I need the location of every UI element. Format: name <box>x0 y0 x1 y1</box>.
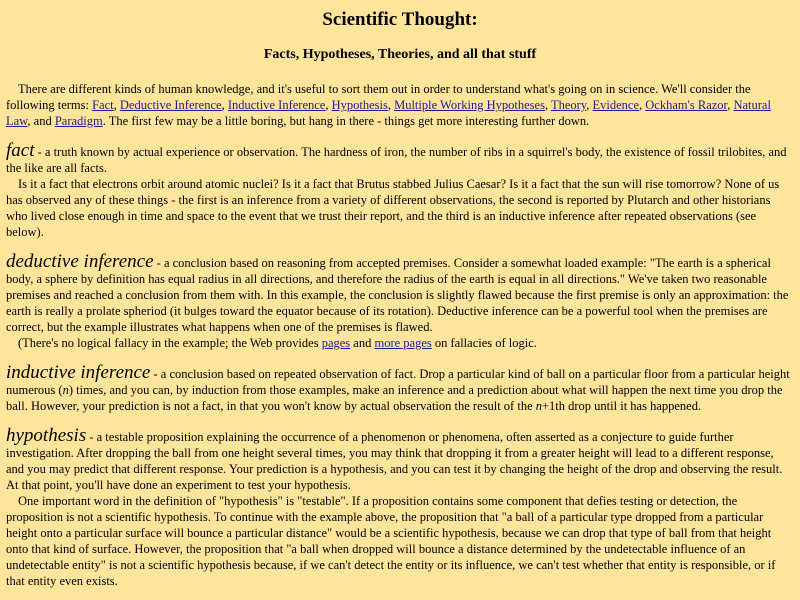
deductive-paragraph-2: (There's no logical fallacy in the example; the Web provides pages and more pages on fallacies of logic. <box>18 336 537 350</box>
term-fact: fact <box>6 140 35 161</box>
entry-deductive-inference <box>6 251 794 351</box>
term-deductive-inference: deductive inference <box>6 251 154 272</box>
deductive-definition: deductive inference - a conclusion based on reasoning from accepted premises. Consider a somewhat loaded example: "The earth is a spherical body, a sphere by definition has equal radius in all directions, and therefore the radius of the earth is equal in all directions." We've taken two reasonable premises and reached a conclusion from them with. In this example, the conclusion is slightly flawed because the first premise is only an approximation: the earth is really a prolate spheriod (it bulges toward the equator because of its rotation). Deductive inference can be a powerful tool when the premises are correct, but the example illustrates what happens when one of the premises is flawed. <box>6 251 789 334</box>
hypothesis-definition: hypothesis - a testable proposition explaining the occurrence of a phenomenon or phenomena, often asserted as a conjecture to guide further investigation. After dropping the ball from one height several times, you may think that dropping it from a greater height will lead to a different response, and you may predict that different response. Your prediction is a hypothesis, and you can test it by changing the height of the drop and observing the result. At that point, you'll have done an experiment to test your hypothesis. <box>6 425 783 492</box>
variable-n: n <box>62 383 69 397</box>
link-evidence[interactable]: Evidence <box>592 98 640 112</box>
link-deductive-inference[interactable]: Deductive Inference <box>119 98 222 112</box>
link-ockhams-razor[interactable]: Ockham's Razor <box>645 98 728 112</box>
term-inductive-inference: inductive inference <box>6 362 151 383</box>
link-paradigm[interactable]: Paradigm <box>54 114 103 128</box>
link-more-pages[interactable]: more pages <box>374 336 432 350</box>
link-theory[interactable]: Theory <box>550 98 587 112</box>
intro-paragraph: There are different kinds of human knowledge, and it's useful to sort them out in order to understand what's going on in science. We'll consider the following terms: Fact, Deductive Inference, Inductive Inference, Hypothesis, Multiple Working Hypotheses, Theory, Evidence, Ockham's Razor, Natural Law, and Paradigm. The first few may be a little boring, but hang in there - things get more interesting further down. <box>6 82 771 128</box>
hypothesis-paragraph-2: One important word in the definition of "hypothesis" is "testable". If a proposition contains some component that defies testing or detection, the proposition is not a scientific hypothesis. To continue with the example above, the proposition that "a ball of a particular type dropped from a particular height onto a particular surface will bounce a particular distance" would be a scientific hypothesis, because we can drop that type of ball from that height onto that kind of surface. However, the proposition that "a ball when dropped will bounce a distance determined by the undetectable influence of an undetectable entity" is not a scientific hypothesis because, if we can't detect the entity or its influence, we can't test whether that entity is responsible, or if that entity even exists. <box>6 494 776 588</box>
term-hypothesis: hypothesis <box>6 425 87 446</box>
link-natural-law[interactable]: Natural Law <box>6 98 771 128</box>
fact-paragraph-2: Is it a fact that electrons orbit around atomic nuclei? Is it a fact that Brutus stabbed Julius Caesar? Is it a fact that the sun will rise tomorrow? None of us has observed any of these things - the first is an inference from a variety of different observations, the second is reported by Plutarch and other historians who lived close enough in time and space to the event that we trust their report, and the third is an inductive inference after repeated observations (see below). <box>6 177 780 239</box>
page-subtitle: Facts, Hypotheses, Theories, and all that stuff <box>263 47 537 62</box>
fact-definition: fact - a truth known by actual experience or observation. The hardness of iron, the number of ribs in a squirrel's body, the existence of fossil trilobites, and the like are all facts. <box>6 140 787 175</box>
link-hypothesis[interactable]: Hypothesis <box>331 98 388 112</box>
page-title: Scientific Thought: <box>322 9 478 30</box>
inductive-definition: inductive inference - a conclusion based on repeated observation of fact. Drop a particular kind of ball on a particular floor from a particular height numerous (n) times, and you can, by induction from those examples, make an inference and a prediction about what will happen the next time you drop the ball. However, your prediction is not a fact, in that you won't know by actual observation the result of the n+1th drop until it has happened. <box>6 362 790 413</box>
entry-hypothesis <box>6 425 794 589</box>
link-multiple-working-hypotheses[interactable]: Multiple Working Hypotheses <box>394 98 545 112</box>
entry-fact <box>6 140 794 240</box>
variable-n-plus-one: n <box>535 399 542 413</box>
link-fact[interactable]: Fact <box>92 98 114 112</box>
entry-inductive-inference <box>6 362 794 414</box>
link-inductive-inference[interactable]: Inductive Inference <box>227 98 326 112</box>
link-pages[interactable]: pages <box>321 336 351 350</box>
